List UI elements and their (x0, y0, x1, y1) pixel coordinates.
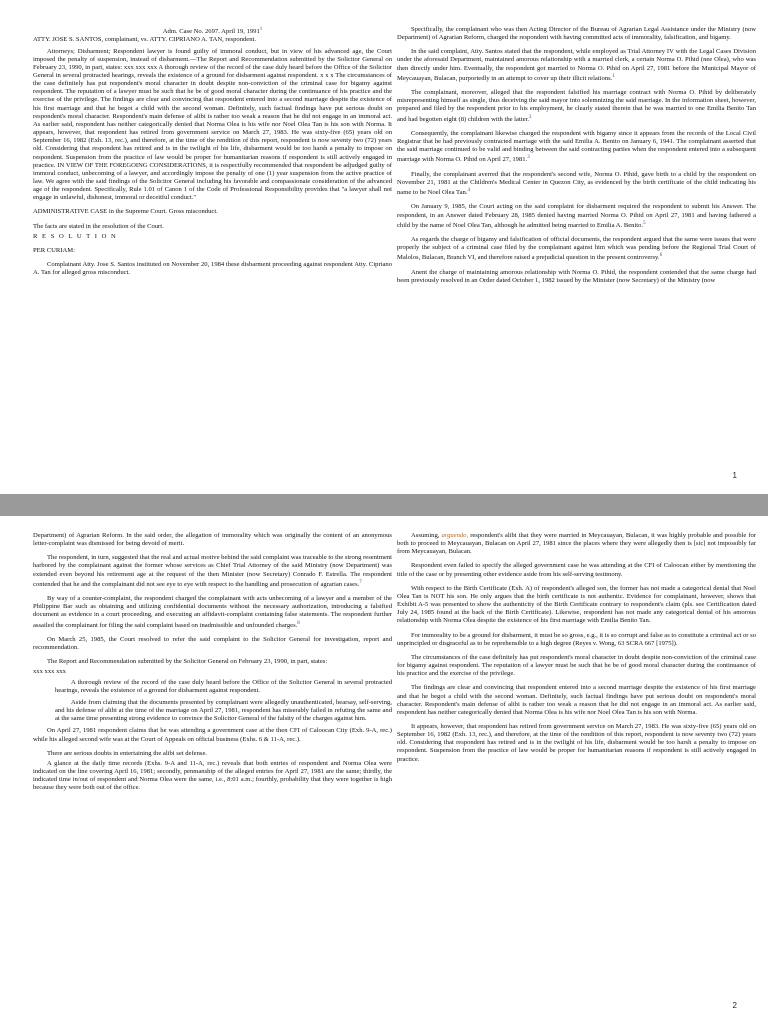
italic-term: arguendo, (441, 532, 469, 539)
paragraph: For immorality to be a ground for disbarment, it must be so gross, e.g., it is so corrupt and false as to constitute a criminal act or so unprincipled or disgraceful as to be reprehensible to a high degree (Reyes v. Wong, 63 SCRA 667 [1975]). (397, 631, 756, 647)
paragraph: Respondent even failed to specify the alleged government case he was attending at the CFI of Caloocan either by mentioning the title of the case or by presenting other evidence aside from his self-serving testimony. (397, 562, 756, 578)
paragraph: It appears, however, that respondent has retired from government service on March 27, 1983. He was sixty-five (65) years old on September 16, 1982 (Exh. 13, rec.), and therefore, at the time of the rendition of this report, respondent is now seventy two (72) years old. Considering that respondent has retired and is in the twilight of his life, disbarment would be too harsh a penalty to impose on respondent. Suspension from the practice of law would be proper for humanitarian reasons if respondent is still actively engaged in practice. (397, 722, 756, 763)
paragraph: Department) of Agrarian Reform. In the said order, the allegation of immorality which was originally the content of an anonymous letter-complaint was dismissed for being devoid of merit. (33, 532, 392, 548)
paragraph: Anent the charge of maintaining amorous relationship with Norma O. Pihid, the respondent contended that the same charge had been previously resolved in an Order dated October 1, 1982 issued by the Minister (now Secretary) of the Ministry (now (397, 268, 756, 284)
paragraph: On April 27, 1981 respondent claims that he was attending a government case at the then CFI of Caloocan City (Exh. 9-A, rec.) while his alleged second wife was at the Court of Appeals on official business (Exhs. 6 & 11-A, rec.). (33, 727, 392, 743)
paragraph: With respect to the Birth Certificate (Exh. A) of respondent's alleged son, the former has not made a categorical denial that Noel Olea Tan is NOT his son. He only argues that the birth certificate is not authentic. Evidence for complainant, however, shows that Exhibit A-5 was presented to show the authenticity of the Birth Certificate contrary to respondent's claim (pls. see Certification dated July 24, 1985 found at the back of the Birth Certificate). Likewise, respondent has not made any categorical denial of his amorous relationship with Norma Olea despite the existence of his first marriage with Emilia Benito Tan. (397, 584, 756, 625)
paragraph: The respondent, in turn, suggested that the real and actual motive behind the said complaint was traceable to the strong resentment harbored by the complainant against the former whose services as Chief Trial Attorney of the said Ministry (now Department) was extended even beyond his retirement age at the request of the then Minister (now Secretary) Conrado F. Estrella. The respondent contended that he and the complainant did not see eye to eye with respect to the handling and prosecution of agrarian cases.$^7$ (33, 554, 392, 588)
paragraph: Consequently, the complainant likewise charged the respondent with bigamy since it appears from the records of the Local Civil Registrar that he had previously contracted marriage with the said Emilia A. Benito on January 6, 1941. The complainant asserted that the said marriage continued to be valid and binding between the said contracting parties when the respondent entered into a subsequent marriage with Norma O. Pihid on April 27, 1981.$^3$ (397, 129, 756, 164)
paragraph: By way of a counter-complaint, the respondent charged the complainant with acts unbecoming of a lawyer and a member of the Philippine Bar such as obtaining and utilizing confidential documents without the necessary authorization, introducing a falsified document as evidence in a court proceeding, and executing an affidavit-complaint containing false statements. The respondent further assailed the complainant for filing the said complaint based on inadmissible and unfounded charges.$^8$ (33, 595, 392, 629)
syllabus: Attorneys; Disbarment; Respondent lawyer is found guilty of immoral conduct, but in view of his advanced age, the Court imposed the penalty of suspension, instead of disbarment.—The Report and Recommendation submitted by the Solicitor General on February 23, 1990, in part, states: xxx xxx xxx A thorough review of the record of the case duly heard before the Office of the Solicitor General in several protracted hearings, reveals the existence of a ground for disbarment against respondent. x x x The circumstances of the case definitely has put respondent's moral character in doubt despite non-conviction of the criminal case for bigamy against respondent. The reputation of a lawyer must be such that he be of good moral character during the continuance of his practice and the exercise of the privilege. The findings are clear and convincing that respondent entered into a second marriage despite the existence of his first marriage and that he begot a child with the second woman. Definitely, such factual findings have put serious doubt on respondent's moral character. Respondent's main defense of alibi is rather too weak a reason that he did not engage in an immoral act. As earlier said, respondent has neither categorically denied that Norma Olea is his wife nor Noel Olea Tan is his son with Norma. It appears, however, that respondent has retired from government service on March 27, 1983. He was sixty-five (65) years old on September 16, 1982 (Exh. 13, rec.), and therefore, at the time of the rendition of this report, respondent is now seventy two (72) years old. Considering that respondent has retired and is in the twilight of his life, disbarment would be too harsh a penalty to impose on respondent. Suspension from the practice of law would be proper for humanitarian reasons if respondent is still actively engaged in practice. IN VIEW OF THE FOREGOING CONSIDERATIONS, it is respectfully recommended that respondent be adjudged guilty of immoral conduct, unbecoming of a lawyer, and accordingly impose the penalty of one (1) year suspension from the active practice of law. We agree with the said findings of the Solicitor General including his favorable and compassionate consideration of the advanced age of the respondent. Specifically, Rule 1.01 of Canon 1 of the Code of Professional Responsibility provides that "a lawyer shall not engage in unlawful, dishonest, immoral or deceitful conduct." (33, 47, 392, 202)
page2-left-column (33, 532, 392, 1002)
per-curiam-heading: PER CURIAM: (33, 246, 75, 254)
quoted-paragraph: Aside from claiming that the documents presented by complainant were allegedly unauthenticated, hearsay, self-serving, and his defense of alibi at the time of the marriage on April 27, 1981, respondent has miserably failed in refuting the same and at the same time presenting strong evidence to convince the Solicitor General of the falsity of the charges against him. (55, 698, 392, 723)
paragraph: The Report and Recommendation submitted by the Solicitor General on February 23, 1990, in part, states: (47, 658, 328, 666)
paragraph: Specifically, the complainant who was then Acting Director of the Bureau of Agrarian Legal Assistance under the Ministry (now Department) of Agrarian Reform, charged the respondent with having committed acts of immorality, falsification, and bigamy. (397, 26, 756, 42)
complaint-paragraph: Complainant Atty. Jose S. Santos instituted on November 20, 1984 these disbarment proceeding against respondent Atty. Cipriano A. Tan for alleged gross misconduct. (33, 261, 392, 277)
case-parties: ATTY. JOSE S. SANTOS, complainant, vs. ATTY. CIPRIANO A. TAN, respondent. (33, 36, 256, 44)
case-number: Adm. Case No. 2697. April 19, 1991$^1$ (162, 27, 263, 36)
paragraph: The circumstances of the case definitely has put respondent's moral character in doubt despite non-conviction of the criminal case for bigamy against respondent. The reputation of a lawyer must be such that he be of good moral character during the continuance of his practice and the exercise of the privilege. (397, 653, 756, 678)
paragraph: On January 9, 1985, the Court acting on the said complaint for disbarment required the respondent to submit his Answer. The respondent, in an Answer dated February 28, 1985 denied having married Norma O. Pihid on April 27, 1981 and having fathered a child by the name of Noel Olea Tan, although he admitted being married to Emilia A. Benito.$^5$ (397, 203, 756, 229)
facts-statement: The facts are stated in the resolution of the Court. (33, 222, 164, 230)
paragraph: Finally, the complainant averred that the respondent's second wife, Norma O. Pihid, gave birth to a child by the respondent on November 21, 1981 at the Children's Medical Center in Quezon City, as evidenced by the birth certificate of the child indicating his name to be Noel Olea Tan.$^4$ (397, 170, 756, 197)
paragraph: The complainant, moreover, alleged that the respondent falsified his marriage contract with Norma O. Pihid by deliberately misrepresenting himself as single, thus deceiving the said mayor into solemnizing the said marriage. In the information sheet, however, prepared and filed by the respondent prior to his employment, he clearly stated therein that he was married to one Emilia Benito Tan and had begotten eight (8) children with the latter.$^2$ (397, 89, 756, 123)
paragraph: There are serious doubts in entertaining the alibi set defense. (47, 749, 208, 757)
paragraph: The findings are clear and convincing that respondent entered into a second marriage despite the existence of his first marriage and that he begot a child with the second woman. Definitely, such factual findings have put serious doubt on respondent's moral character. Respondent's main defense of alibi is rather too weak a reason that he did not engage in an immoral act. As earlier said, respondent has neither categorically denied that Norma Olea is his wife nor Noel Olea Tan is his son with Norma. (397, 684, 756, 716)
page1-right-column (397, 26, 756, 478)
page-number: 2 (732, 1001, 737, 1010)
paragraph: On March 25, 1985, the Court resolved to refer the said complaint to the Solicitor General for investigation, report and recommendation. (33, 635, 392, 652)
paragraph: In the said complaint, Atty. Santos stated that the respondent, while employed as Trial Attorney IV with the Legal Cases Division under the aforesaid Department, maintained amorous relationship with a married clerk, a certain Norma O. Pihid (nee Olea), who was then directly under him. Eventually, the respondent got married to Norma O. Pihid on April 27, 1981 before the Municipal Mayor of Meycauayan, Bulacan, purportedly in an attempt to cover up their illicit relations.$^1$ (397, 48, 756, 82)
page-separator (0, 494, 768, 516)
paragraph: Assuming, arguendo, respondent's alibi that they were married in Meycauayan, Bulacan, it was highly probable and possible for both to proceed to Meycauayan, Bulacan on April 27, 1981 since the places where they were allegedly then is [sic] not impossibly far from Meycauayan, Bulacan. (397, 532, 756, 556)
case-type: ADMINISTRATIVE CASE in the Supreme Court. Gross misconduct. (33, 208, 218, 216)
document-page-2 (0, 516, 768, 1024)
paragraph: A glance at the daily time records (Exhs. 9-A and 11-A, rec.) reveals that both entries of respondent and Norma Olea were indicated on the line covering April 16, 1981; secondly, penmanship of the alleged entries for April 27, 1981 are the same; thirdly, the indicated time in/out of respondent and Norma Olea were the same, i.e., 8:01 a.m.; fourthly, probability that they were together is high because they were both out of the office. (33, 759, 392, 792)
page-number: 1 (732, 471, 737, 480)
resolution-heading: R E S O L U T I O N (33, 232, 118, 240)
document-page-1 (0, 0, 768, 494)
page2-right-column (397, 532, 756, 1002)
paragraph: As regards the charge of bigamy and falsification of official documents, the respondent argued that the same were issues that were properly the subject of a criminal case filed by the complainant against him which was pending before the Regional Trial Court of Malolos, Bulacan, Branch VI, and therefore raised a prejudicial question in the present controversy.$^6$ (397, 236, 756, 262)
quoted-paragraph: A thorough review of the record of the case duly heard before the Office of the Solicitor General in several protracted hearings, reveals the existence of a ground for disbarment against respondent. (55, 678, 392, 694)
ellipsis-marker: xxx xxx xxx (33, 668, 66, 676)
page1-left-column (33, 26, 392, 478)
